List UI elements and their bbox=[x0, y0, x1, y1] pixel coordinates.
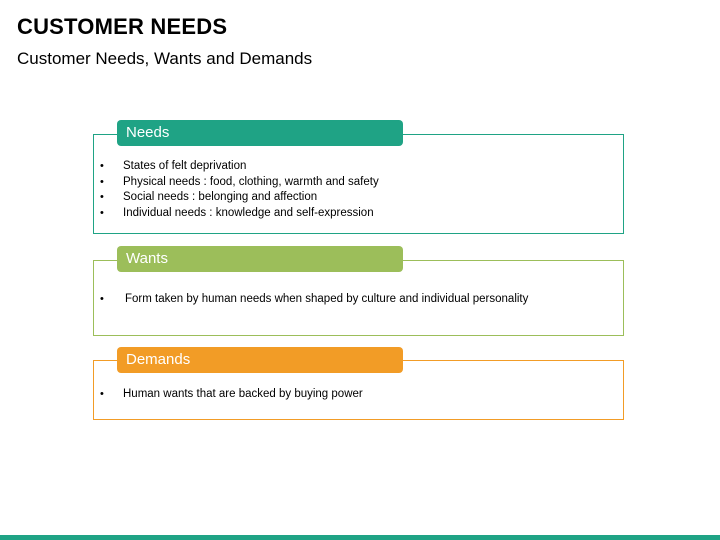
wants-list bbox=[94, 292, 528, 308]
demands-list bbox=[94, 387, 363, 403]
footer-bar bbox=[0, 535, 720, 540]
needs-item: • Individual needs : knowledge and self-expression bbox=[94, 206, 379, 222]
needs-tab: Needs bbox=[117, 120, 403, 146]
needs-item: • Physical needs : food, clothing, warmth and safety bbox=[94, 175, 379, 191]
needs-list bbox=[94, 159, 379, 221]
needs-box bbox=[93, 134, 624, 234]
needs-item: • States of felt deprivation bbox=[94, 159, 379, 175]
needs-item: • Social needs : belonging and affection bbox=[94, 190, 379, 206]
demands-item: • Human wants that are backed by buying power bbox=[94, 387, 363, 403]
slide-title: CUSTOMER NEEDS bbox=[17, 14, 228, 39]
demands-tab: Demands bbox=[117, 347, 403, 373]
slide-subtitle: Customer Needs, Wants and Demands bbox=[17, 49, 313, 68]
wants-item: • Form taken by human needs when shaped by culture and individual personality bbox=[94, 292, 528, 308]
wants-tab: Wants bbox=[117, 246, 403, 272]
